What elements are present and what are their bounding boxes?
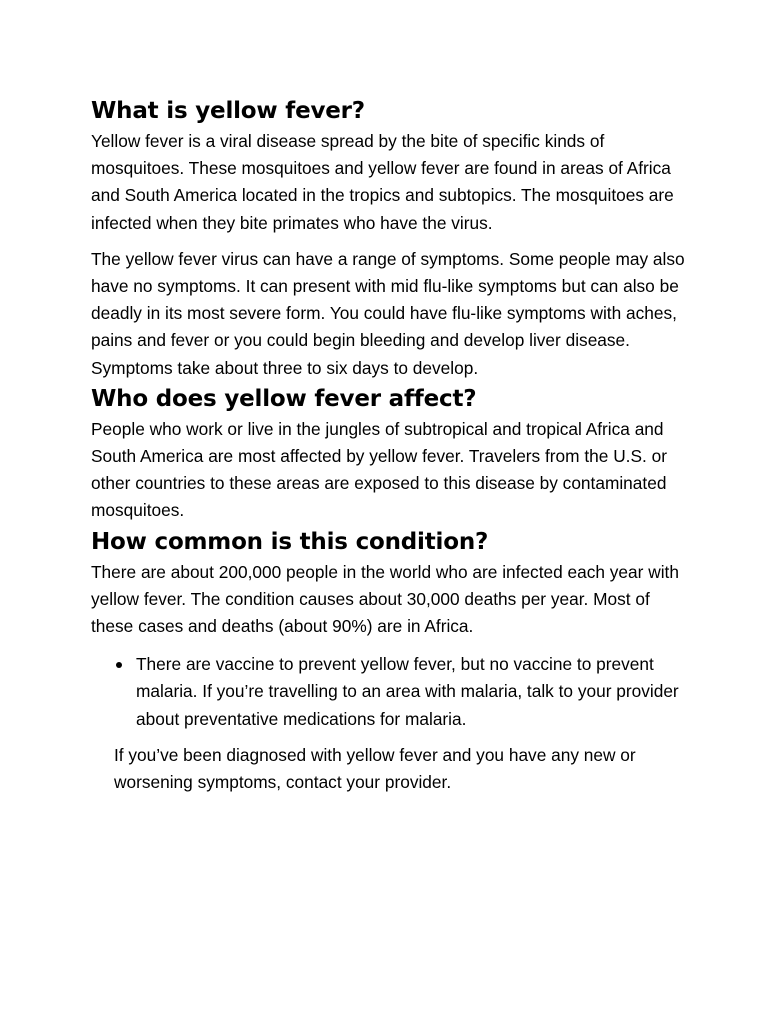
heading-how-common-is-this-condition: How common is this condition?: [91, 528, 489, 555]
paragraph: People who work or live in the jungles of subtropical and tropical Africa and South America are most affected by yellow fever. Travelers from the U.S. or other countries to these areas are exposed to this disease by contaminated mosquitoes.: [91, 418, 667, 521]
list-item: [91, 651, 691, 733]
paragraph: The yellow fever virus can have a range of symptoms. Some people may also have no symptoms. It can present with mid flu-like symptoms but can also be deadly in its most severe form. You could have flu-like symptoms with aches, pains and fever or you could begin bleeding and develop liver disease. Symptoms take about three to six days to develop.: [91, 248, 685, 378]
list-item-text: There are vaccine to prevent yellow fever, but no vaccine to prevent malaria. If you’re travelling to an area with malaria, talk to your provider about preventative medications for malaria.: [136, 654, 679, 729]
paragraph: There are about 200,000 people in the world who are infected each year with yellow fever. The condition causes about 30,000 deaths per year. Most of these cases and deaths (about 90%) are in Africa.: [91, 561, 679, 637]
bullet-icon: [116, 662, 122, 668]
heading-what-is-yellow-fever: What is yellow fever?: [91, 98, 365, 124]
heading-who-does-yellow-fever-affect: Who does yellow fever affect?: [91, 385, 477, 412]
document-body: [91, 94, 691, 796]
paragraph: Yellow fever is a viral disease spread by the bite of specific kinds of mosquitoes. These mosquitoes and yellow fever are found in areas of Africa and South America located in the tropics and subtopics. The mosquitoes are infected when they bite primates who have the virus.: [91, 131, 674, 233]
bullet-list: [91, 651, 691, 733]
closing-paragraph: If you’ve been diagnosed with yellow fever and you have any new or worsening symptoms, contact your provider.: [114, 744, 636, 793]
